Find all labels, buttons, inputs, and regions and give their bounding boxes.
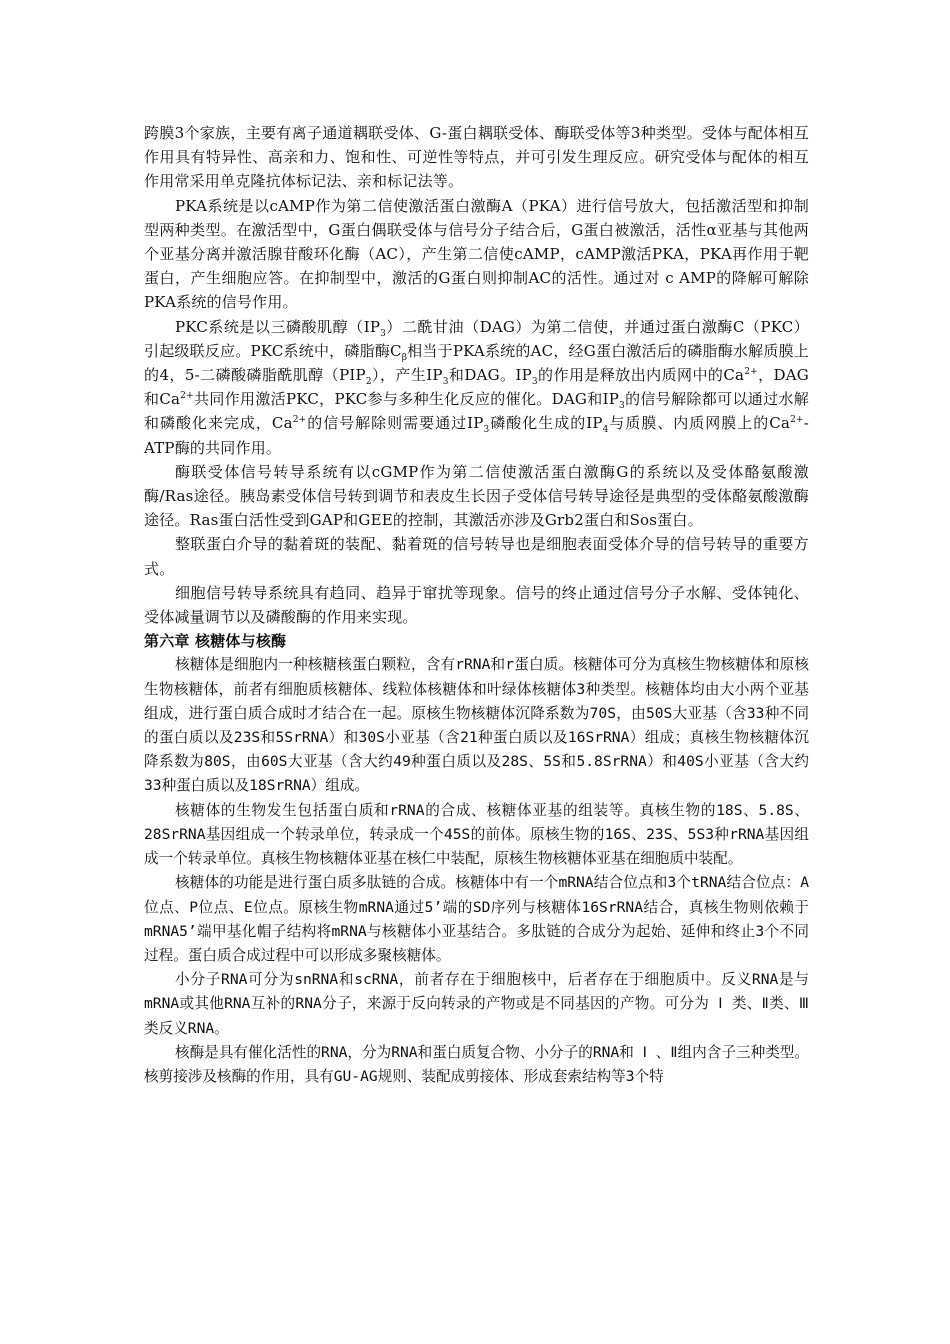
paragraph: PKC系统是以三磷酸肌醇$(IP_3)$二酰甘油（DAG）为第二信使，并通过蛋白激酶C（PKC）引起级联反应。PKC系统中，磷脂酶$C_\beta$相当于PKA系统的AC，经G蛋白激活后的磷脂酶水解质膜上的4，5-二磷酸磷脂酰肌醇$(PIP_2)$，产生$IP_3$和DAG。$IP_3$的作用是释放出内质网中的$Ca^{2+}$，DAG和$Ca^{2+}$共同作用激活PKC，PKC参与多种生化反应的催化。DAG和$IP_3$的信号解除都可以通过水解和磷酸化来完成，$Ca^{2+}$的信号解除则需要通过$IP_3$磷酸化生成的$IP_4$与质膜、内质网膜上的$Ca^{2+}$-ATP酶的共同作用。 — [144, 317, 810, 457]
paragraph: 细胞信号转导系统具有趋同、趋异于窜扰等现象。信号的终止通过信号分子水解、受体钝化、受体减量调节以及磷酸酶的作用来实现。 — [144, 583, 809, 627]
paragraph: PKA系统是以cAMP作为第二信使激活蛋白激酶A（PKA）进行信号放大，包括激活型和抑制型两种类型。在激活型中，G蛋白偶联受体与信号分子结合后，G蛋白被激活，活性α亚基与其他两个亚基分离并激活腺苷酸环化酶（AC），产生第二信使cAMP，cAMP激活PKA，PKA再作用于靶蛋白，产生细胞应答。在抑制型中，激活的G蛋白则抑制AC的活性。通过对 c AMP的降解可解除PKA系统的信号作用。 — [144, 196, 809, 312]
paragraph: 整联蛋白介导的黏着斑的装配、黏着斑的信号转导也是细胞表面受体介导的信号转导的重要方式。 — [144, 535, 809, 578]
document-page — [144, 121, 809, 1089]
paragraph: 核糖体是细胞内一种核糖核蛋白颗粒，含有rRNA和r蛋白质。核糖体可分为真核生物核糖体和原核生物核糖体，前者有细胞质核糖体、线粒体核糖体和叶绿体核糖体3种类型。核糖体均由大小两个亚基组成，进行蛋白质合成时才结合在一起。原核生物核糖体沉降系数为70S，由50S大亚基（含33种不同的蛋白质以及23S和5SrRNA）和30S小亚基（含21种蛋白质以及16SrRNA）组成；真核生物核糖体沉降系数为80S，由60S大亚基（含大约49种蛋白质以及28S、5S和5.8SrRNA）和40S小亚基（含大约33种蛋白质以及18SrRNA）组成。 — [144, 656, 809, 795]
paragraph: 小分子RNA可分为snRNA和scRNA，前者存在于细胞核中，后者存在于细胞质中。反义RNA是与mRNA或其他RNA互补的RNA分子，来源于反向转录的产物或是不同基因的产物。可分为 Ⅰ 类、Ⅱ类、Ⅲ类反义RNA。 — [144, 971, 809, 1037]
paragraph: 酶联受体信号转导系统有以cGMP作为第二信使激活蛋白激酶G的系统以及受体酪氨酸激酶/Ras途径。胰岛素受体信号转到调节和表皮生长因子受体信号转导途径是典型的受体酪氨酸激酶途径。Ras蛋白活性受到GAP和GEE的控制，其激活亦涉及Grb2蛋白和Sos蛋白。 — [144, 462, 809, 530]
paragraph: 核糖体的功能是进行蛋白质多肽链的合成。核糖体中有一个mRNA结合位点和3个tRNA结合位点：A位点、P位点、E位点。原核生物mRNA通过5’端的SD序列与核糖体16SrRNA结合，真核生物则依赖于mRNA5’端甲基化帽子结构将mRNA与核糖体小亚基结合。多肽链的合成分为起始、延伸和终止3个不同过程。蛋白质合成过程中可以形成多聚核糖体。 — [144, 874, 809, 964]
paragraph: 跨膜3个家族，主要有离子通道耦联受体、G-蛋白耦联受体、酶联受体等3种类型。受体与配体相互作用具有特异性、高亲和力、饱和性、可逆性等特点，并可引发生理反应。研究受体与配体的相互作用常采用单克隆抗体标记法、亲和标记法等。 — [144, 124, 809, 191]
paragraph: 核酶是具有催化活性的RNA，分为RNA和蛋白质复合物、小分子的RNA和 Ⅰ 、Ⅱ组内含子三种类型。核剪接涉及核酶的作用，具有GU-AG规则、装配成剪接体、形成套索结构等3个特 — [144, 1043, 809, 1085]
chapter-title: 第六章 核糖体与核酶 — [144, 632, 287, 651]
paragraph: 核糖体的生物发生包括蛋白质和rRNA的合成、核糖体亚基的组装等。真核生物的18S、5.8S、28SrRNA基因组成一个转录单位，转录成一个45S的前体。原核生物的16S、23S、5S3种rRNA基因组成一个转录单位。真核生物核糖体亚基在核仁中装配，原核生物核糖体亚基在细胞质中装配。 — [144, 801, 809, 868]
